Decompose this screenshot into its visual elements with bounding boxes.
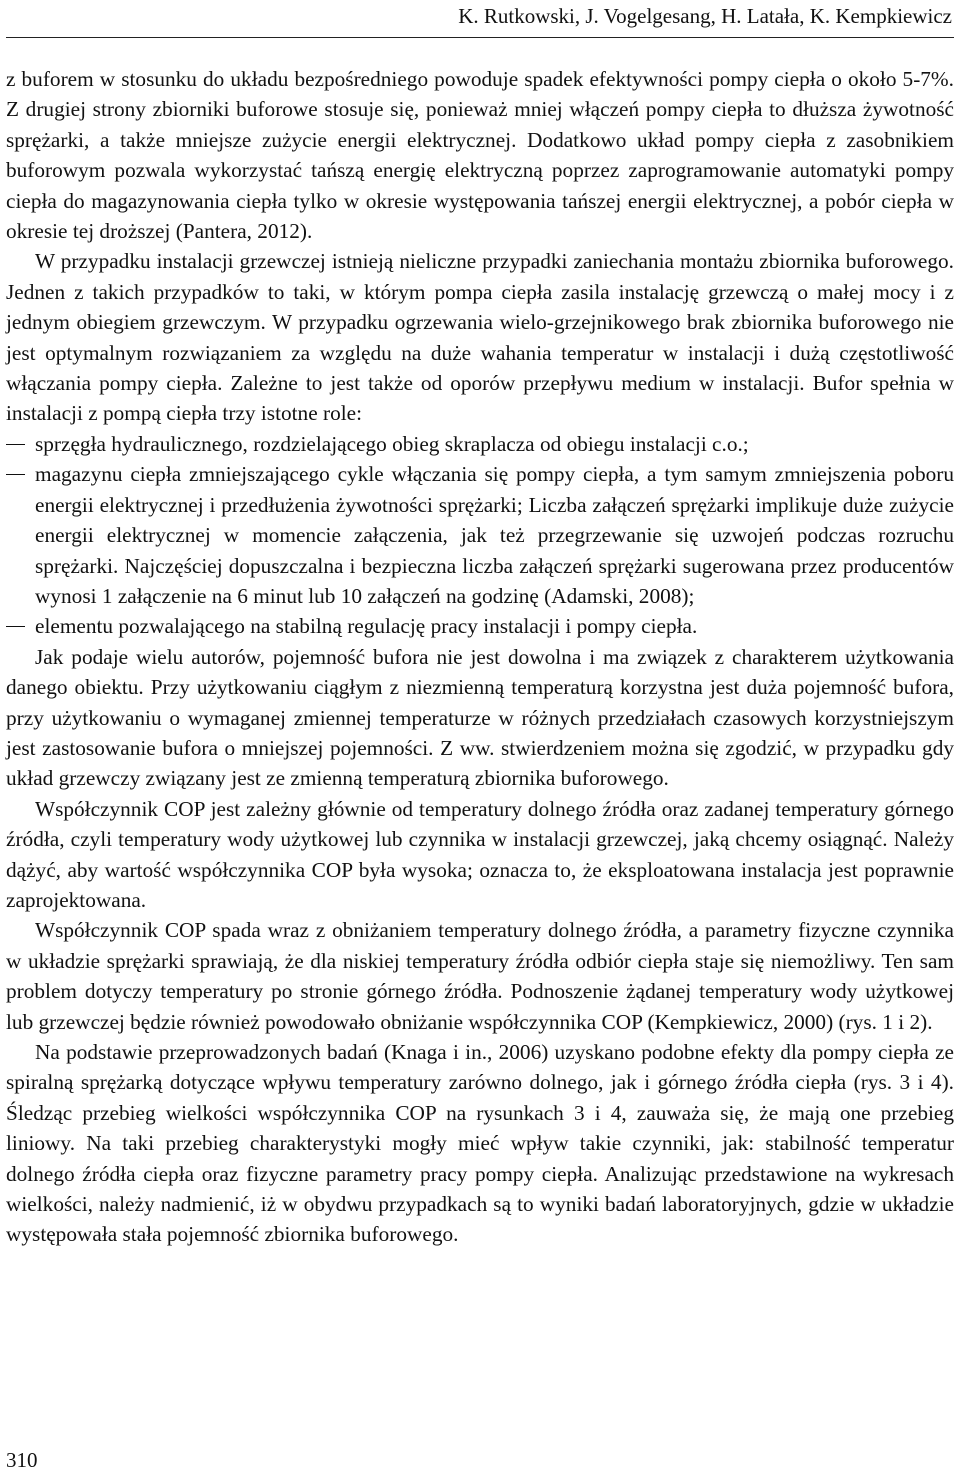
page-number: 310 bbox=[6, 1448, 38, 1472]
paragraph-cop-dependence: Współczynnik COP jest zależny głównie od temperatury dolnego źródła oraz zadanej temperatury górnego źródła, czyli temperatury wody użytkowej lub czynnika w instalacji grzewczej, jaką chcemy osiągnąć. Należy dążyć, aby wartość współczynnika COP była wysoka; oznacza to, że eksploatowana instalacja jest poprawnie zaprojektowana. bbox=[6, 796, 954, 912]
running-header-authors: K. Rutkowski, J. Vogelgesang, H. Latała, K. Kempkiewicz bbox=[458, 4, 952, 28]
page-body bbox=[6, 64, 954, 1250]
buffer-roles-list bbox=[6, 429, 954, 642]
paragraph-continuation: z buforem w stosunku do układu bezpośredniego powoduje spadek efektywności pompy ciepła o około 5-7%. Z drugiej strony zbiorniki buforowe stosuje się, ponieważ mniej włączeń pompy ciepła to dłuższa żywotność sprężarki, a także mniejsze zużycie energii elektrycznej. Dodatkowo układ pompy ciepła z zasobnikiem buforowym pozwala wykorzystać tańszą energię elektryczną poprzez zaprogramowanie automatyki pompy ciepła do magazynowania ciepła tylko w okresie występowania tańszej energii elektrycznej, a pobór ciepła w okresie tej droższej (Pantera, 2012). bbox=[6, 67, 954, 244]
list-item-heat-storage: magazynu ciepła zmniejszającego cykle włączania się pompy ciepła, a tym samym zmniejszenia poboru energii elektrycznej i przedłużenia żywotności sprężarki; Liczba załączeń sprężarki implikuje duże zużycie energii elektrycznej w momencie załączenia, jak też przegrzewanie się uzwojeń podczas rozruchu sprężarki. Najczęściej dopuszczalna i bezpieczna liczba załączeń sprężarki sugerowana przez producentów wynosi 1 załączenie na 6 minut lub 10 załączeń na godzinę (Adamski, 2008); bbox=[6, 459, 954, 611]
paragraph-research-results: Na podstawie przeprowadzonych badań (Knaga i in., 2006) uzyskano podobne efekty dla pompy ciepła ze spiralną sprężarką dotyczące wpływu temperatury zarówno dolnego, jak i górnego źródła ciepła (rys. 3 i 4). Śledząc przebieg wielkości współczynnika COP na rysunkach 3 i 4, zauważa się, że mają one przebieg liniowy. Na taki przebieg charakterystyki mogły mieć wpływ takie czynniki, jak: stabilność temperatur dolnego źródła ciepła oraz fizyczne parametry pracy pompy ciepła. Analizując przedstawione na wykresach wielkości, należy nadmienić, iż w obydwu przypadkach są to wyniki badań laboratoryjnych, gdzie w układzie występowała stała pojemność zbiornika buforowego. bbox=[6, 1040, 954, 1247]
paragraph-buffer-exceptions: W przypadku instalacji grzewczej istnieją nieliczne przypadki zaniechania montażu zbiornika buforowego. Jednen z takich przypadków to taki, w którym pompa ciepła zasila instalację grzewczą o małej mocy i z jednym obiegiem grzewczym. W przypadku ogrzewania wielo-grzejnikowego brak zbiornika buforowego nie jest optymalnym rozwiązaniem za względu na duże wahania temperatur w instalacji i dużą częstotliwość włączania pompy ciepła. Zależne to jest także od oporów przepływu medium w instalacji. Bufor spełnia w instalacji z pompą ciepła trzy istotne role: bbox=[6, 249, 954, 426]
list-item-stable-regulation: elementu pozwalającego na stabilną regulację pracy instalacji i pompy ciepła. bbox=[6, 611, 954, 641]
header-divider bbox=[6, 37, 954, 38]
paragraph-cop-decrease: Współczynnik COP spada wraz z obniżaniem temperatury dolnego źródła, a parametry fizyczne czynnika w układzie sprężarki sprawiają, że dla niskiej temperatury źródła odbiór ciepła staje się niemożliwy. Ten sam problem dotyczy temperatury po stronie górnego źródła. Podnoszenie żądanej temperatury wody użytkowej lub grzewczej będzie również powodowało obniżanie współczynnika COP (Kempkiewicz, 2000) (rys. 1 i 2). bbox=[6, 918, 954, 1034]
list-item-hydraulic-coupling: sprzęgła hydraulicznego, rozdzielającego obieg skraplacza od obiegu instalacji c.o.; bbox=[6, 429, 954, 459]
paragraph-buffer-capacity: Jak podaje wielu autorów, pojemność bufora nie jest dowolna i ma związek z charakterem użytkowania danego obiektu. Przy użytkowaniu ciągłym z niezmienną temperaturą korzystna jest duża pojemność bufora, przy użytkowaniu o wymaganej zmiennej temperaturze w różnych przedziałach czasowych korzystniejszym jest zastosowanie bufora o mniejszej pojemności. Z ww. stwierdzeniem można się zgodzić, w przypadku gdy układ grzewczy związany jest ze zmienną temperaturą zbiornika buforowego. bbox=[6, 644, 954, 791]
